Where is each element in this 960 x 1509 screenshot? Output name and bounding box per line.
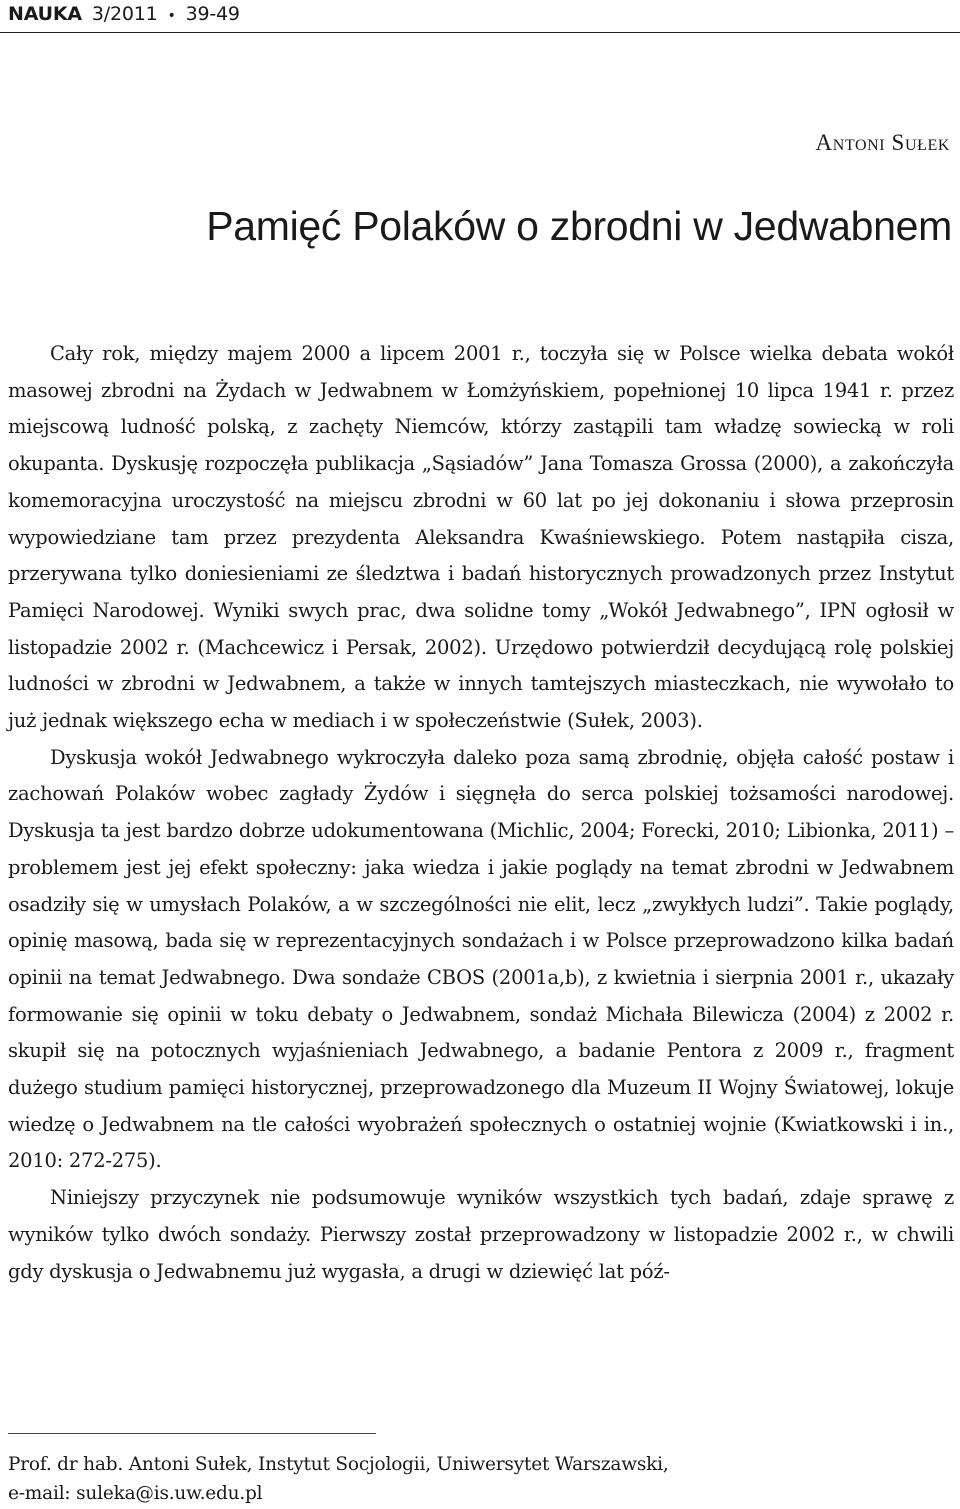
article-title: Pamięć Polaków o zbrodni w Jedwabnem — [206, 203, 952, 249]
body-paragraph: Dyskusja wokół Jedwabnego wykroczyła daleko poza samą zbrodnię, objęła całość postaw i zachowań Polaków wobec zagłady Żydów i sięgnęła do serca polskiej tożsamości narodowej. Dyskusja ta jest bardzo dobrze udokumentowana (Michlic, 2004; Forecki, 2010; Libionka, 2011) – problemem jest jej efekt społeczny: jaka wiedza i jakie poglądy na temat zbrodni w Jedwabnem osadziły się w umysłach Polaków, a w szczególności nie elit, lecz „zwykłych ludzi”. Takie poglądy, opinię masową, bada się w reprezentacyjnych sondażach i w Polsce przeprowadzono kilka badań opinii na temat Jedwabnego. Dwa sondaże CBOS (2001a,b), z kwietnia i sierpnia 2001 r., ukazały formowanie się opinii w toku debaty o Jedwabnem, sondaż Michała Bilewicza (2004) z 2002 r. skupił się na potocznych wyjaśnieniach Jedwabnego, a badanie Pentora z 2009 r., fragment dużego studium pamięci historycznej, przeprowadzonego dla Muzeum II Wojny Światowej, lokuje wiedzę o Jedwabnem na tle całości wyobrażeń społecznych o ostatniej wojnie (Kwiatkowski i in., 2010: 272-275). — [8, 745, 954, 1173]
article-author: Antoni Sułek — [815, 130, 950, 155]
header-separator: • — [167, 8, 176, 24]
body-paragraph: Niniejszy przyczynek nie podsumowuje wyników wszystkich tych badań, zdaje sprawę z wyników tylko dwóch sondaży. Pierwszy został przeprowadzony w listopadzie 2002 r., w chwili gdy dyskusja o Jedwabnemu już wygasła, a drugi w dziewięć lat póź- — [8, 1186, 954, 1283]
article-body — [8, 336, 954, 1290]
author-affiliation: Prof. dr hab. Antoni Sułek, Instytut Socjologii, Uniwersytet Warszawski, — [8, 1454, 669, 1475]
footnote-divider — [8, 1433, 376, 1434]
running-header — [8, 3, 240, 31]
header-divider — [0, 32, 960, 33]
journal-name: NAUKA — [8, 3, 82, 25]
author-email: e-mail: suleka@is.uw.edu.pl — [8, 1483, 263, 1504]
page-range: 39-49 — [185, 3, 240, 25]
issue-number: 3/2011 — [91, 3, 158, 25]
body-paragraph: Cały rok, między majem 2000 a lipcem 2001 r., toczyła się w Polsce wielka debata wokół masowej zbrodni na Żydach w Jedwabnem w Łomżyńskiem, popełnionej 10 lipca 1941 r. przez miejscową ludność polską, z zachęty Niemców, którzy zastąpili tam władzę sowiecką w roli okupanta. Dyskusję rozpoczęła publikacja „Sąsiadów” Jana Tomasza Grossa (2000), a zakończyła komemoracyjna uroczystość na miejscu zbrodni w 60 lat po jej dokonaniu i słowa przeprosin wypowiedziane tam przez prezydenta Aleksandra Kwaśniewskiego. Potem nastąpiła cisza, przerywana tylko doniesieniami ze śledztwa i badań historycznych prowadzonych przez Instytut Pamięci Narodowej. Wyniki swych prac, dwa solidne tomy „Wokół Jedwabnego”, IPN ogłosił w listopadzie 2002 r. (Machcewicz i Persak, 2002). Urzędowo potwierdził decydującą rolę polskiej ludności w zbrodni w Jedwabnem, a także w innych tamtejszych miasteczkach, nie wywołało to już jednak większego echa w mediach i w społeczeństwie (Sułek, 2003). — [8, 342, 954, 733]
author-footnote — [8, 1450, 948, 1508]
